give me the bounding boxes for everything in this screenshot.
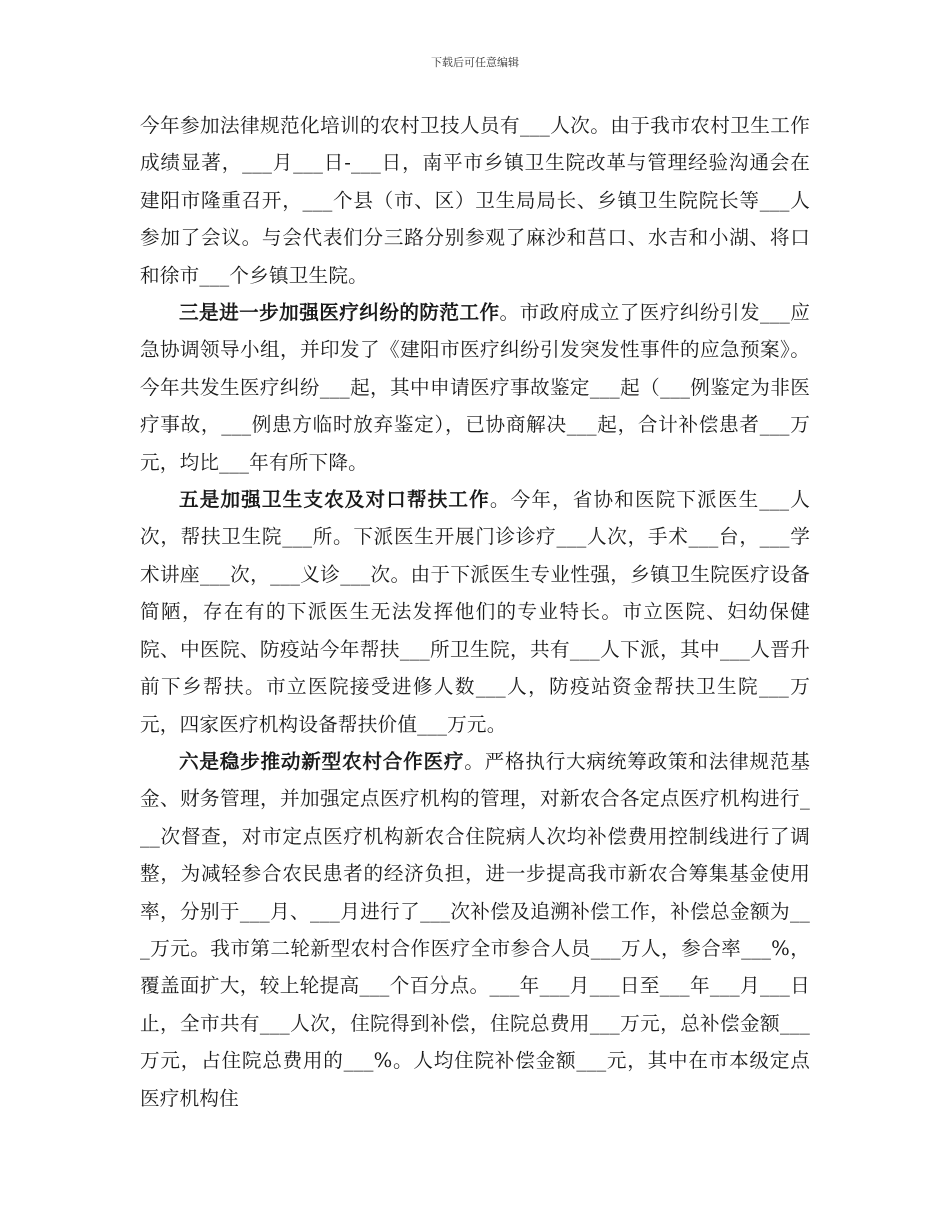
page-header: 下载后可任意编辑 <box>431 56 519 69</box>
paragraph-medical-disputes <box>140 294 810 481</box>
paragraph-heading: 五是加强卫生支农及对口帮扶工作 <box>179 488 490 512</box>
paragraph-rural-support <box>140 481 810 743</box>
paragraph-text: 今年参加法律规范化培训的农村卫技人员有___人次。由于我市农村卫生工作成绩显著，___月___日-___日，南平市乡镇卫生院改革与管理经验沟通会在建阳市隆重召开，___个县（市、区）卫生局局长、乡镇卫生院院长等___人参加了会议。与会代表们分三路分别参观了麻沙和莒口、水吉和小湖、将口和徐市___个乡镇卫生院。 <box>140 114 810 287</box>
paragraph-text: 。市政府成立了医疗纠纷引发___应急协调领导小组，并印发了《建阳市医疗纠纷引发突发性事件的应急预案》。今年共发生医疗纠纷___起，其中申请医疗事故鉴定___起（___例鉴定为非医疗事故，___例患方临时放弃鉴定），已协商解决___起，合计补偿患者___万元，均比___年有所下降。 <box>140 301 811 474</box>
paragraph-heading: 三是进一步加强医疗纠纷的防范工作 <box>179 301 500 325</box>
paragraph-text: 。严格执行大病统筹政策和法律规范基金、财务管理，并加强定点医疗机构的管理，对新农合各定点医疗机构进行___次督查，对市定点医疗机构新农合住院病人次均补偿费用控制线进行了调整，为减轻参合农民患者的经济负担，进一步提高我市新农合筹集基金使用率，分别于___月、___月进行了___次补偿及追溯补偿工作，补偿总金额为___万元。我市第二轮新型农村合作医疗全市参合人员___万人，参合率___%，覆盖面扩大，较上轮提高___个百分点。___年___月___日至___年___月___日止，全市共有___人次，住院得到补偿，住院总费用___万元，总补偿金额___万元，占住院总费用的___%。人均住院补偿金额___元，其中在市本级定点医疗机构住 <box>140 749 810 1110</box>
document-body <box>140 107 810 1117</box>
paragraph-heading: 六是稳步推动新型农村合作医疗 <box>179 749 465 773</box>
paragraph-cooperative-medical <box>140 743 810 1117</box>
paragraph-text: 。今年，省协和医院下派医生___人次，帮扶卫生院___所。下派医生开展门诊诊疗___人次，手术___台，___学术讲座___次，___义诊___次。由于下派医生专业性强，乡镇卫生院医疗设备简陋，存在有的下派医生无法发挥他们的专业特长。市立医院、妇幼保健院、中医院、防疫站今年帮扶___所卫生院，共有___人下派，其中___人晋升前下乡帮扶。市立医院接受进修人数___人，防疫站资金帮扶卫生院___万元，四家医疗机构设备帮扶价值___万元。 <box>140 488 811 736</box>
paragraph-training <box>140 107 810 294</box>
